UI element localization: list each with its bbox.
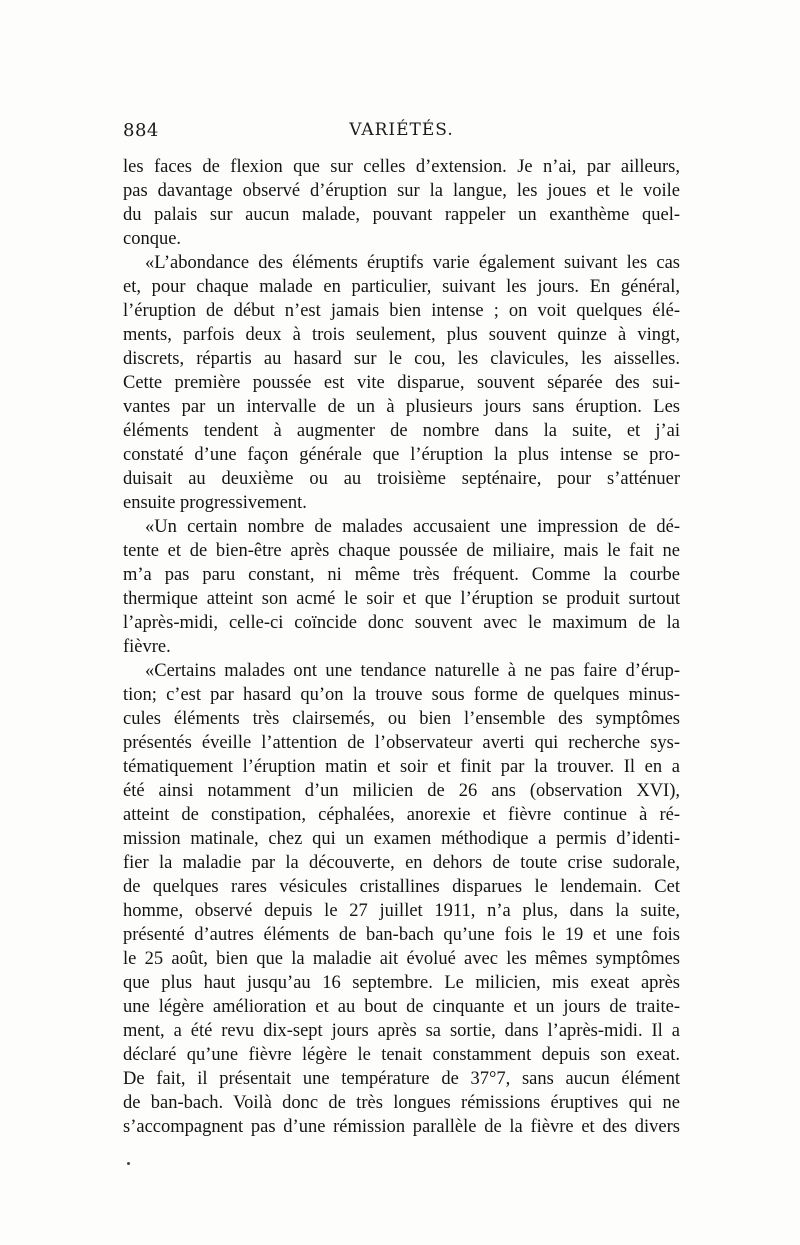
text-line: déclaré qu’une fièvre légère le tenait constamment depuis son exeat. [123,1045,680,1065]
text-line: éléments tendent à augmenter de nombre dans la suite, et j’ai [123,421,680,441]
text-line: été ainsi notamment d’un milicien de 26 ans (observation XVI), [123,781,680,801]
text-line: duisait au deuxième ou au troisième septénaire, pour s’atténuer [123,469,680,489]
text-line: et, pour chaque malade en particulier, suivant les jours. En général, [123,277,680,297]
text-line: cules éléments très clairsemés, ou bien l’ensemble des symptômes [123,709,680,729]
text-line: fier la maladie par la découverte, en dehors de toute crise sudorale, [123,853,680,873]
text-line: de quelques rares vésicules cristallines disparues le lendemain. Cet [123,877,680,897]
text-line: tématiquement l’éruption matin et soir et finit par la trouver. Il en a [123,757,680,777]
page-header [123,120,680,150]
text-line: tente et de bien-être après chaque poussée de miliaire, mais le fait ne [123,541,680,561]
text-line: vantes par un intervalle de un à plusieurs jours sans éruption. Les [123,397,680,417]
text-line: le 25 août, bien que la maladie ait évolué avec les mêmes symptômes [123,949,680,969]
text-line: m’a pas paru constant, ni même très fréquent. Comme la courbe [123,565,680,585]
text-line: ensuite progressivement. [123,493,307,513]
page-number: 884 [123,120,159,141]
text-line: discrets, répartis au hasard sur le cou, les clavicules, les aisselles. [123,349,680,369]
text-line: l’éruption de début n’est jamais bien intense ; on voit quelques élé- [123,301,680,321]
margin-speck [127,1162,130,1165]
text-line: De fait, il présentait une température de 37°7, sans aucun élément [123,1069,680,1089]
text-line: atteint de constipation, céphalées, anorexie et fièvre continue à ré- [123,805,680,825]
text-line: les faces de flexion que sur celles d’extension. Je n’ai, par ailleurs, [123,157,680,177]
text-line: ment, a été revu dix-sept jours après sa sortie, dans l’après-midi. Il a [123,1021,680,1041]
text-line: thermique atteint son acmé le soir et que l’éruption se produit surtout [123,589,680,609]
text-line: une légère amélioration et au bout de cinquante et un jours de traite- [123,997,680,1017]
text-line: ments, parfois deux à trois seulement, plus souvent quinze à vingt, [123,325,680,345]
text-line: que plus haut jusqu’au 16 septembre. Le milicien, mis exeat après [123,973,680,993]
body-text [123,155,680,1139]
text-line: de ban-bach. Voilà donc de très longues rémissions éruptives qui ne [123,1093,680,1113]
text-line: mission matinale, chez qui un examen méthodique a permis d’identi- [123,829,680,849]
text-line: l’après-midi, celle-ci coïncide donc souvent avec le maximum de la [123,613,680,633]
text-line: Cette première poussée est vite disparue, souvent séparée des sui- [123,373,680,393]
text-line: «Un certain nombre de malades accusaient une impression de dé- [145,517,680,537]
text-line: pas davantage observé d’éruption sur la langue, les joues et le voile [123,181,680,201]
text-line: s’accompagnent pas d’une rémission parallèle de la fièvre et des divers [123,1117,680,1137]
text-line: constaté d’une façon générale que l’éruption la plus intense se pro- [123,445,680,465]
text-line: présenté d’autres éléments de ban-bach qu’une fois le 19 et une fois [123,925,680,945]
text-line: tion; c’est par hasard qu’on la trouve sous forme de quelques minus- [123,685,680,705]
text-line: présentés éveille l’attention de l’observateur averti qui recherche sys- [123,733,680,753]
running-head: VARIÉTÉS. [349,120,454,140]
text-line: «L’abondance des éléments éruptifs varie également suivant les cas [145,253,680,273]
text-line: fièvre. [123,637,171,657]
text-line: du palais sur aucun malade, pouvant rappeler un exanthème quel- [123,205,680,225]
text-line: conque. [123,229,182,249]
text-line: «Certains malades ont une tendance naturelle à ne pas faire d’érup- [145,661,680,681]
text-line: homme, observé depuis le 27 juillet 1911, n’a plus, dans la suite, [123,901,680,921]
